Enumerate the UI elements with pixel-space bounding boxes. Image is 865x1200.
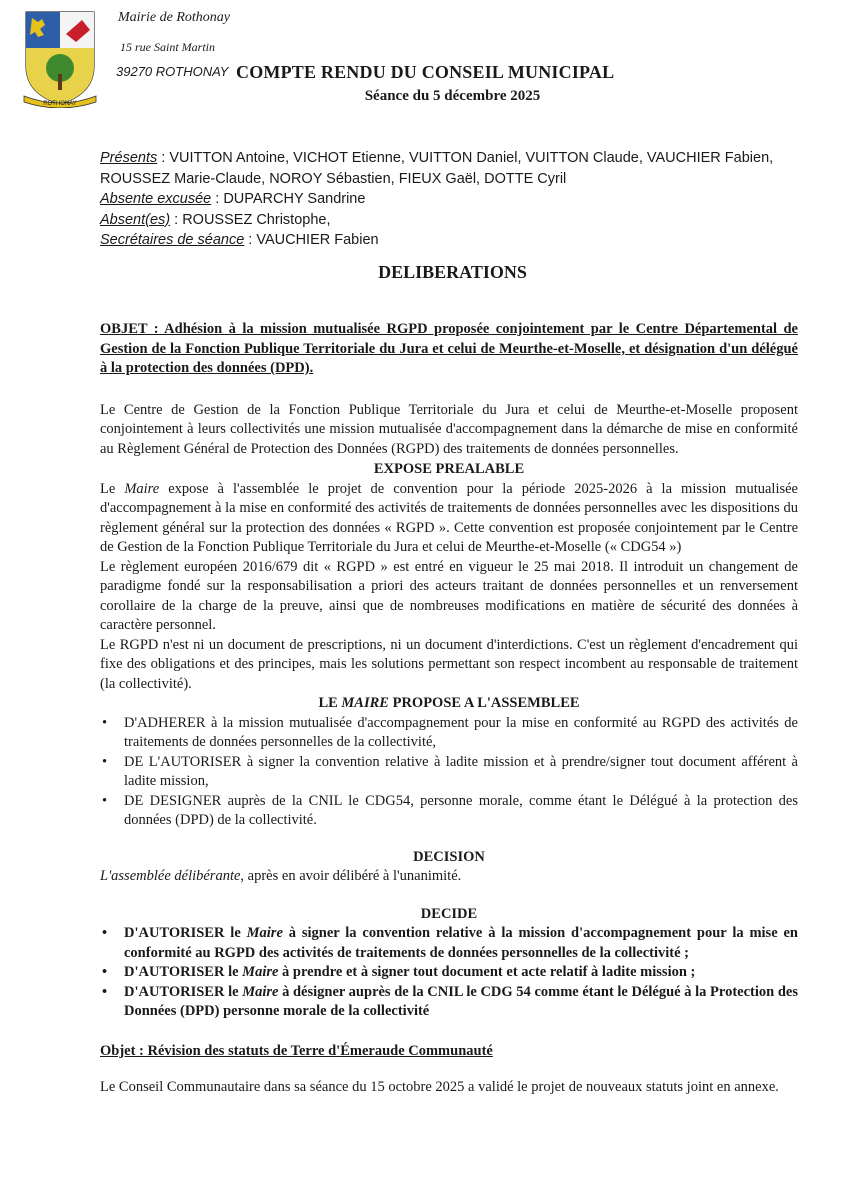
mairie-city: 39270 ROTHONAY	[116, 64, 229, 79]
decision-text: L'assemblée délibérante, après en avoir délibéré à l'unanimité.	[100, 868, 462, 884]
decide-heading: DECIDE	[420, 905, 478, 922]
decide-list	[100, 924, 798, 1022]
expose-paragraph-3: Le RGPD n'est ni un document de prescriptions, ni un document d'interdictions. C'est un règlement d'encadrement qui fixe des obligations et des principes, mais les solutions permettant son respect incombent au responsable de traitement (la collectivité).	[100, 636, 798, 692]
objet-1-intro: Le Centre de Gestion de la Fonction Publique Territoriale du Jura et celui de Meurthe-et-Moselle proposent conjointement à leurs collectivités une mission mutualisée d'accompagnement dans la démarche de mise en conformité au Règlement Général de Protection des Données (RGPD) des traitements de données personnelles.	[100, 401, 798, 457]
proposals-list	[100, 714, 798, 831]
list-item: • DE DESIGNER auprès de la CNIL le CDG54, personne morale, comme étant le Délégué à la protection des données (DPD) de la collectivité.	[100, 792, 798, 831]
attendance-block	[100, 148, 800, 251]
list-item: • D'AUTORISER le Maire à prendre et à signer tout document et acte relatif à ladite mission ;	[100, 963, 798, 983]
crest-banner-text: ROTHONAY	[43, 101, 77, 107]
excused-line: Absente excusée : DUPARCHY Sandrine	[100, 191, 366, 207]
deliberations-heading: DELIBERATIONS	[378, 262, 527, 282]
expose-heading: EXPOSE PREALABLE	[373, 461, 525, 477]
objet-2-title: Objet : Révision des statuts de Terre d'Émeraude Communauté	[100, 1042, 493, 1059]
decision-heading: DECISION	[413, 848, 485, 865]
objet-2-text: Le Conseil Communautaire dans sa séance du 15 octobre 2025 a validé le projet de nouveaux statuts joint en annexe.	[100, 1079, 779, 1095]
list-item: • DE L'AUTORISER à signer la convention relative à ladite mission et à prendre/signer tout document afférent à ladite mission,	[100, 753, 798, 792]
list-item: • D'AUTORISER le Maire à désigner auprès de la CNIL le CDG 54 comme étant le Délégué à la Protection des Données (DPD) personne morale de la collectivité	[100, 983, 798, 1022]
propose-heading: LE MAIRE PROPOSE A L'ASSEMBLEE	[318, 695, 580, 711]
expose-paragraph-1: Le Maire expose à l'assemblée le projet de convention pour la période 2025-2026 à la mission mutualisée d'accompagnement à la mise en conformité des activités de traitements de données personnelles avec les dispositions du règlement général sur la protection des données « RGPD ». Cette convention est proposée conjointement par le Centre de Gestion de la Fonction Publique Territoriale du Jura et celui de Meurthe-et-Moselle (« CDG54 »)	[100, 480, 798, 555]
document-title: COMPTE RENDU DU CONSEIL MUNICIPAL	[236, 62, 615, 82]
present-line: Présents : VUITTON Antoine, VICHOT Etienne, VUITTON Daniel, VUITTON Claude, VAUCHIER Fabien, ROUSSEZ Marie-Claude, NOROY Sébastien, FIEUX Gaël, DOTTE Cyril	[100, 150, 774, 187]
session-date: Séance du 5 décembre 2025	[364, 88, 541, 104]
mairie-name: Mairie de Rothonay	[118, 10, 230, 25]
mairie-street: 15 rue Saint Martin	[120, 40, 215, 54]
absent-line: Absent(es) : ROUSSEZ Christophe,	[100, 211, 331, 228]
objet-1-title: OBJET : Adhésion à la mission mutualisée RGPD proposée conjointement par le Centre Départemental de Gestion de la Fonction Publique Territoriale du Jura et celui de Meurthe-et-Moselle, et désignation d'un délégué à la protection des données (DPD).	[100, 321, 798, 376]
list-item: • D'AUTORISER le Maire à signer la convention relative à la mission d'accompagnement pour la mise en conformité au RGPD des activités de traitements de données personnelles de la collectivité ;	[100, 924, 798, 963]
expose-paragraph-2: Le règlement européen 2016/679 dit « RGPD » est entré en vigueur le 25 mai 2018. Il introduit un changement de paradigme fondé sur la responsabilisation a priori des acteurs traitant de données personnelles et un renversement corollaire de la charge de la preuve, ainsi que de nombreuses modifications en matière de sécurité des données à caractère personnel.	[100, 558, 798, 633]
list-item: • D'ADHERER à la mission mutualisée d'accompagnement pour la mise en conformité au RGPD des activités de traitements de données personnelles de la collectivité,	[100, 714, 798, 753]
secretary-line: Secrétaires de séance : VAUCHIER Fabien	[100, 232, 379, 248]
document-body	[100, 320, 798, 1098]
